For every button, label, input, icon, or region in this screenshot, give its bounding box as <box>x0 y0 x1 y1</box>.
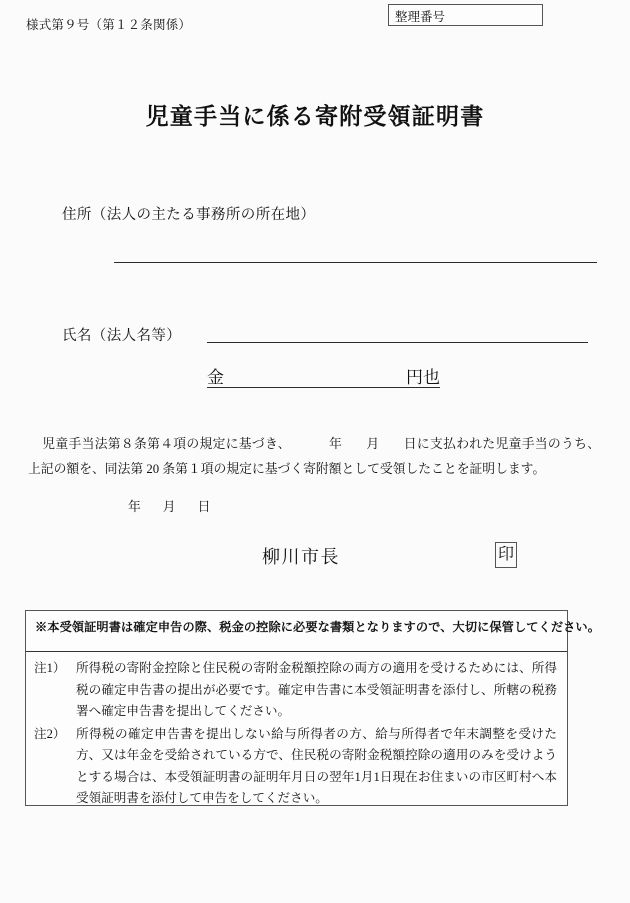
notice-highlight-text: ※本受領証明書は確定申告の際、税金の控除に必要な書類となりますので、大切に保管してください。 <box>35 620 600 634</box>
paragraph-year: 年 <box>328 437 343 451</box>
issue-date-year: 年 <box>128 500 141 514</box>
note-item <box>34 724 557 810</box>
name-write-in-line[interactable] <box>207 342 588 343</box>
note-tag: 注1） <box>34 661 66 675</box>
note-text: 所得税の確定申告書を提出しない給与所得者の方、給与所得者で年末調整を受けた方、又は年金を受給されている方で、住民税の寄附金税額控除の適用のみを受けようとする場合は、本受領証明書の証明年月日の翌年1月1日現在お住まいの市区町村へ本受領証明書を添付して申告をしてください。 <box>76 726 558 805</box>
page-title: 児童手当に係る寄附受領証明書 <box>145 104 485 129</box>
paragraph-month: 月 <box>366 437 380 451</box>
name-label: 氏名（法人名等） <box>62 328 182 344</box>
reference-number-box[interactable] <box>388 4 543 26</box>
signer-title: 柳川市長 <box>262 547 340 567</box>
amount-prefix: 金 <box>207 368 224 387</box>
address-label: 住所（法人の主たる事務所の所在地） <box>62 207 316 223</box>
amount-write-in-line[interactable] <box>207 363 440 388</box>
notes-area <box>26 652 567 810</box>
paragraph-part2: 日に支払われた児童手当のうち、上記の額を、同法第 20 条第１項の規定に基づく寄附額として受領したことを証明します。 <box>28 437 600 476</box>
reference-number-label: 整理番号 <box>395 10 446 24</box>
issue-date-month: 月 <box>162 500 176 514</box>
note-text: 所得税の寄附金控除と住民税の寄附金税額控除の両方の適用を受けるためには、所得税の確定申告書の提出が必要です。確定申告書に本受領証明書を添付し、所轄の税務署へ確定申告書を提出してください。 <box>76 661 557 718</box>
form-number-label: 様式第９号（第１２条関係） <box>26 18 192 32</box>
issue-date-line[interactable] <box>106 496 210 515</box>
note-item <box>34 658 557 723</box>
certification-paragraph <box>28 432 600 482</box>
issue-date-day: 日 <box>197 500 211 514</box>
amount-suffix: 円也 <box>406 368 440 387</box>
seal-icon: 印 <box>497 546 514 563</box>
note-tag: 注2） <box>34 726 66 741</box>
address-write-in-line[interactable] <box>114 262 597 263</box>
notice-highlight-row <box>26 611 600 652</box>
seal-box[interactable] <box>495 542 517 568</box>
paragraph-part1: 児童手当法第８条第４項の規定に基づき、 <box>42 437 291 451</box>
notice-box <box>25 610 600 806</box>
